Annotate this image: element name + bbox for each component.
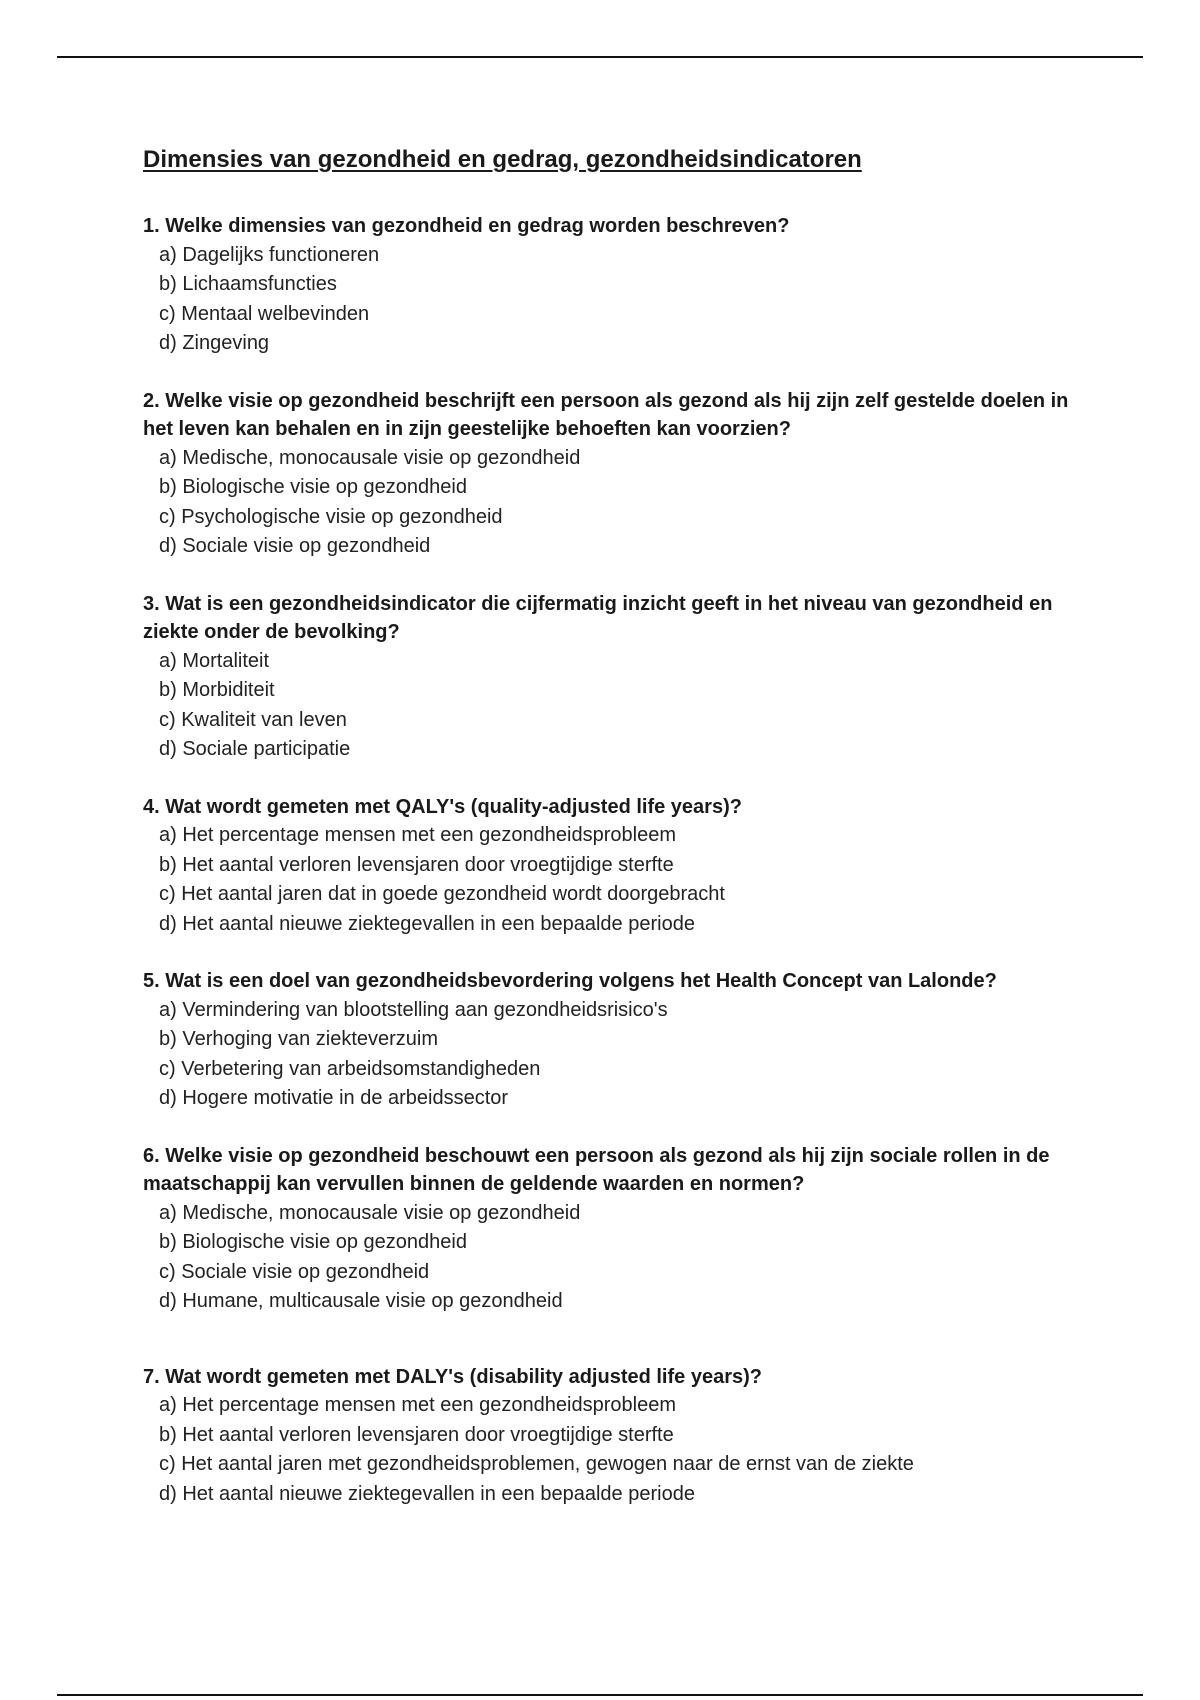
answer-option: c) Mentaal welbevinden: [159, 302, 370, 325]
question-4: [143, 793, 1083, 940]
answer-option: c) Verbetering van arbeidsomstandigheden: [159, 1057, 541, 1080]
answer-option: d) Het aantal nieuwe ziektegevallen in een bepaalde periode: [159, 1482, 695, 1505]
question-7: [143, 1363, 1083, 1510]
answer-options: [143, 821, 1083, 939]
answer-option: d) Het aantal nieuwe ziektegevallen in een bepaalde periode: [159, 912, 695, 935]
answer-options: [143, 444, 1083, 562]
answer-option: c) Het aantal jaren dat in goede gezondheid wordt doorgebracht: [159, 883, 725, 905]
document-body: [143, 140, 1083, 1537]
answer-option: d) Hogere motivatie in de arbeidssector: [159, 1087, 509, 1109]
answer-option: a) Het percentage mensen met een gezondheidsprobleem: [159, 824, 676, 846]
answer-option: a) Mortaliteit: [159, 649, 270, 672]
header-rule: [57, 56, 1143, 58]
question-text: 4. Wat wordt gemeten met QALY's (quality-adjusted life years)?: [143, 795, 742, 818]
answer-option: a) Vermindering van blootstelling aan gezondheidsrisico's: [159, 998, 668, 1021]
document-title: Dimensies van gezondheid en gedrag, gezondheidsindicatoren: [143, 146, 862, 173]
question-text: 1. Welke dimensies van gezondheid en gedrag worden beschreven?: [143, 215, 790, 237]
answer-option: b) Biologische visie op gezondheid: [159, 476, 467, 498]
answer-option: c) Het aantal jaren met gezondheidsproblemen, gewogen naar de ernst van de ziekte: [159, 1453, 914, 1475]
answer-options: [143, 647, 1083, 765]
answer-options: [143, 996, 1083, 1114]
answer-option: b) Morbiditeit: [159, 679, 275, 701]
answer-option: a) Medische, monocausale visie op gezondheid: [159, 446, 581, 469]
question-1: [143, 212, 1083, 359]
footer-rule: [57, 1694, 1143, 1696]
answer-option: a) Het percentage mensen met een gezondheidsprobleem: [159, 1394, 676, 1416]
question-text: 2. Welke visie op gezondheid beschrijft een persoon als gezond als hij zijn zelf gestelde doelen in het leven kan behalen en in zijn geestelijke behoeften kan voorzien?: [143, 389, 1069, 440]
answer-option: b) Biologische visie op gezondheid: [159, 1231, 467, 1253]
answer-option: b) Het aantal verloren levensjaren door vroegtijdige sterfte: [159, 1423, 674, 1446]
answer-option: d) Sociale visie op gezondheid: [159, 535, 431, 557]
answer-options: [143, 1391, 1083, 1509]
question-text: 7. Wat wordt gemeten met DALY's (disability adjusted life years)?: [143, 1365, 762, 1388]
question-6: [143, 1142, 1083, 1317]
answer-option: b) Lichaamsfuncties: [159, 273, 337, 295]
answer-option: b) Het aantal verloren levensjaren door vroegtijdige sterfte: [159, 853, 674, 876]
answer-option: d) Humane, multicausale visie op gezondheid: [159, 1290, 563, 1312]
answer-option: d) Zingeving: [159, 332, 270, 354]
answer-options: [143, 241, 1083, 359]
question-2: [143, 387, 1083, 562]
question-3: [143, 590, 1083, 765]
answer-option: d) Sociale participatie: [159, 738, 351, 760]
answer-option: c) Psychologische visie op gezondheid: [159, 505, 503, 528]
answer-option: c) Kwaliteit van leven: [159, 708, 347, 731]
answer-option: a) Medische, monocausale visie op gezondheid: [159, 1201, 581, 1224]
question-text: 6. Welke visie op gezondheid beschouwt een persoon als gezond als hij zijn sociale rollen in de maatschappij kan vervullen binnen de geldende waarden en normen?: [143, 1144, 1050, 1195]
answer-option: c) Sociale visie op gezondheid: [159, 1260, 430, 1283]
answer-option: a) Dagelijks functioneren: [159, 243, 380, 266]
question-5: [143, 967, 1083, 1114]
answer-option: b) Verhoging van ziekteverzuim: [159, 1028, 439, 1050]
question-text: 3. Wat is een gezondheidsindicator die cijfermatig inzicht geeft in het niveau van gezondheid en ziekte onder de bevolking?: [143, 592, 1053, 643]
answer-options: [143, 1199, 1083, 1317]
question-text: 5. Wat is een doel van gezondheidsbevordering volgens het Health Concept van Lalonde?: [143, 970, 997, 992]
